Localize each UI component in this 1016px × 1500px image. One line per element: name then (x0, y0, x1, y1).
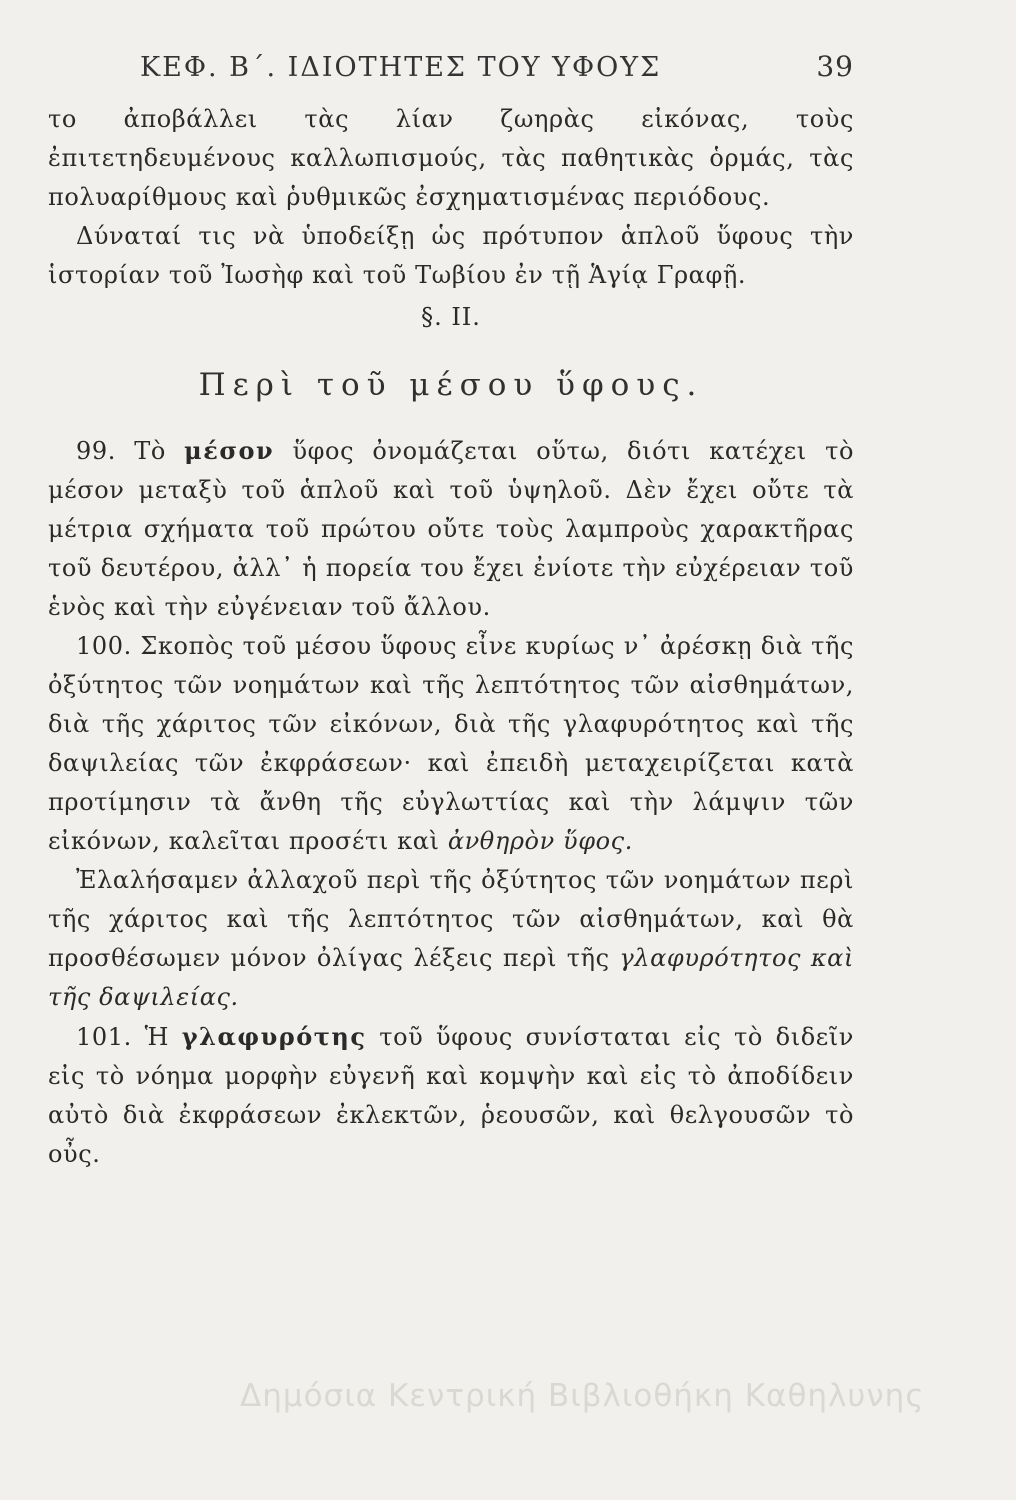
paragraph-99 (48, 431, 854, 627)
continued-paragraph: το ἀποβάλλει τὰς λίαν ζωηρὰς εἰκόνας, τοὺς ἐπιτετηδευμένους καλλωπισμούς, τὰς παθητικὰς ὁρμάς, τὰς πολυαρίθμους καὶ ῥυθμικῶς ἐσχηματισμένας περιόδους. (48, 105, 854, 211)
section-title: Περὶ τοῦ μέσου ὕφους. (198, 367, 704, 403)
paragraph-100 (48, 627, 854, 861)
paragraph-text: τοῦ ὕφους συνίσταται εἰς τὸ διδεῖν εἰς τὸ νόημα μορφὴν εὐγενῆ καὶ κομψὴν καὶ εἰς τὸ ἀποδίδειν αὐτὸ διὰ ἐκφράσεων ἐκλεκτῶν, ῥεουσῶν, καὶ θελγουσῶν τὸ οὖς. (48, 1023, 854, 1168)
running-head (140, 50, 854, 100)
paragraph-number: 101. (76, 1023, 132, 1051)
paragraph-number: 100. (76, 632, 132, 660)
italic-term: ἀνθηρὸν ὕφος. (447, 827, 633, 855)
bold-term: γλαφυρότης (181, 1022, 367, 1051)
page-body (48, 50, 854, 1174)
page-number: 39 (816, 50, 854, 83)
paragraph-text: Σκοπὸς τοῦ μέσου ὕφους εἶνε κυρίως ν᾽ ἀρέσκῃ διὰ τῆς ὀξύτητος τῶν νοημάτων καὶ τῆς λεπτότητος τῶν αἰσθημάτων, διὰ τῆς χάριτος τῶν εἰκόνων, διὰ τῆς γλαφυρότητος καὶ τῆς δαψιλείας τῶν ἐκφράσεων· καὶ ἐπειδὴ μεταχειρίζεται κατὰ προτίμησιν τὰ ἄνθη τῆς εὐγλωττίας καὶ τὴν λάμψιν τῶν εἰκόνων, καλεῖται προσέτι καὶ (48, 632, 855, 855)
bold-term: μέσον (184, 436, 275, 465)
paragraph-text: Ἐλαλήσαμεν ἀλλαχοῦ περὶ τῆς ὀξύτητος τῶν νοημάτων περὶ τῆς χάριτος καὶ τῆς λεπτότητος τῶν αἰσθημάτων, καὶ θὰ προσθέσωμεν μόνον ὀλίγας λέξεις περὶ τῆς (48, 866, 854, 972)
section-number: §. II. (421, 303, 481, 331)
paragraph-elalisamen (48, 861, 854, 1017)
paragraph-number: 99. (76, 437, 116, 465)
example-paragraph: Δύναταί τις νὰ ὑποδείξῃ ὡς πρότυπον ἁπλοῦ ὕφους τὴν ἱστορίαν τοῦ Ἰωσὴφ καὶ τοῦ Τωβίου ἐν τῇ Ἁγίᾳ Γραφῇ. (48, 222, 854, 289)
paragraph-lead: Τὸ (134, 437, 166, 465)
running-title: ΚΕΦ. Β΄. ΙΔΙΟΤΗΤΕΣ ΤΟΥ ΥΦΟΥΣ (140, 52, 662, 83)
library-watermark: Δημόσια Κεντρική Βιβλιοθήκη Καθηλυνης (240, 1378, 925, 1414)
italic-term: γλαφυρότητος καὶ τῆς δαψιλείας. (48, 944, 854, 1011)
paragraph-text: ὕφος ὀνομάζεται οὕτω, διότι κατέχει τὸ μέσον μεταξὺ τοῦ ἁπλοῦ καὶ τοῦ ὑψηλοῦ. Δὲν ἔχει οὔτε τὰ μέτρια σχήματα τοῦ πρώτου οὔτε τοὺς λαμπροὺς χαρακτῆρας τοῦ δευτέρου, ἀλλ᾽ ἡ πορεία του ἔχει ἐνίοτε τὴν εὐχέρειαν τοῦ ἑνὸς καὶ τὴν εὐγένειαν τοῦ ἄλλου. (48, 437, 855, 621)
paragraph-101 (48, 1017, 854, 1174)
paragraph-lead: Ἡ (144, 1023, 170, 1051)
